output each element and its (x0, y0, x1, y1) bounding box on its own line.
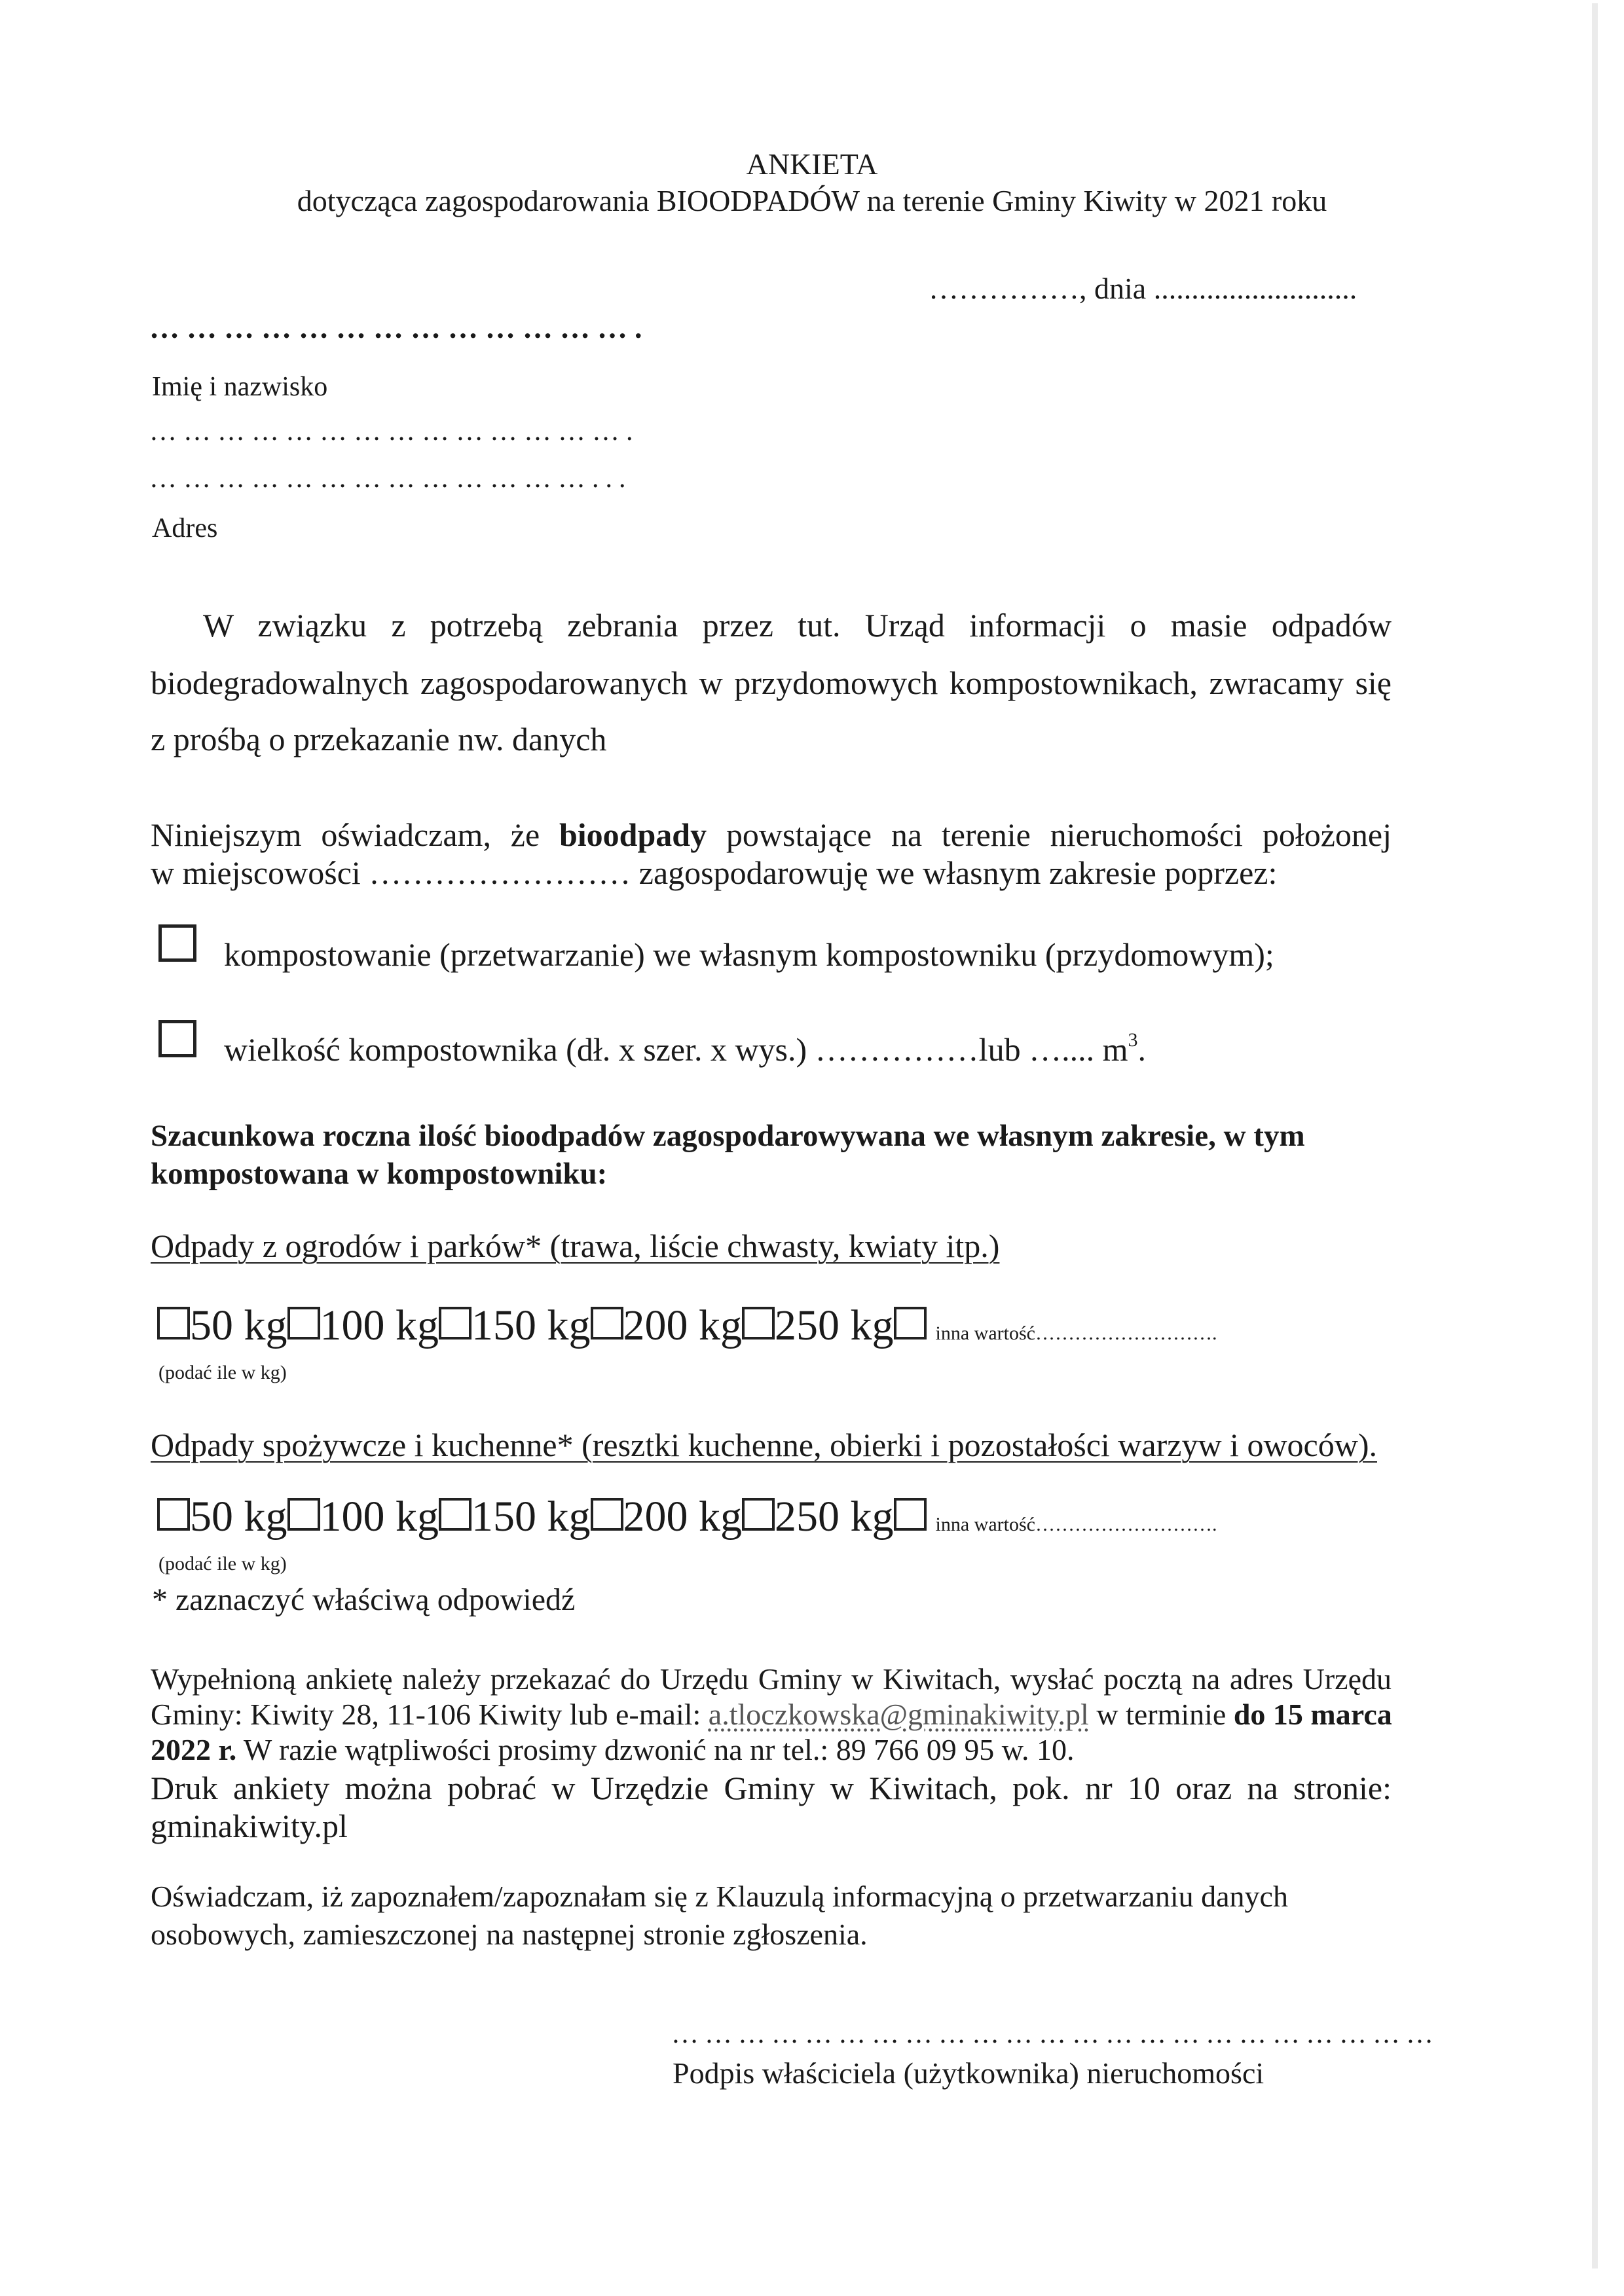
composter-volume-input[interactable]: ….... (1029, 1031, 1095, 1068)
option-200kg: 200 kg (623, 1493, 742, 1540)
checkbox-kitchen-250[interactable] (742, 1498, 775, 1531)
option-50kg: 50 kg (190, 1302, 287, 1349)
option-50kg: 50 kg (190, 1493, 287, 1540)
garden-waste-options (157, 1304, 1217, 1347)
scanner-edge-strip (1592, 3, 1598, 2269)
signature-label: Podpis właściciela (użytkownika) nieruchomości (673, 2056, 1264, 2090)
footnote: * zaznaczyć właściwą odpowiedź (152, 1582, 576, 1617)
name-input-line[interactable]: …………………………………. (149, 311, 650, 344)
kitchen-waste-options (157, 1495, 1217, 1539)
checkbox-kitchen-150[interactable] (439, 1498, 471, 1531)
volume-unit-exponent: 3 (1128, 1029, 1138, 1051)
phone-info: W razie wątpliwości prosimy dzwonić na nr tel.: 89 766 09 95 w. 10. (243, 1733, 1075, 1766)
estimate-heading-line-2: kompostowana w kompostowniku: (151, 1157, 608, 1191)
locality-input-dots[interactable]: …………………… (369, 854, 631, 891)
place-date-field[interactable] (929, 274, 1357, 304)
name-label: Imię i nazwisko (152, 372, 328, 402)
option-100kg: 100 kg (320, 1493, 439, 1540)
deadline-date: do 15 marca (1233, 1698, 1392, 1731)
checkbox-kitchen-other[interactable] (894, 1498, 927, 1531)
checkbox-garden-150[interactable] (439, 1307, 471, 1339)
garden-waste-label: Odpady z ogrodów i parków* (trawa, liście chwasty, kwiaty itp.) (151, 1228, 1000, 1264)
estimate-heading-line-1: Szacunkowa roczna ilość bioodpadów zagospodarowywana we własnym zakresie, w tym (151, 1119, 1305, 1153)
checkbox-garden-250[interactable] (742, 1307, 775, 1339)
deadline-label: w terminie (1096, 1698, 1227, 1731)
submission-line-4: Druk ankiety można pobrać w Urzędzie Gminy w Kiwitach, pok. nr 10 oraz na stronie: (151, 1770, 1392, 1806)
composter-size-dims-input[interactable]: ……………lub (815, 1031, 1021, 1068)
garden-hint: (podać ile w kg) (158, 1362, 287, 1383)
consent-line-1: Oświadczam, iż zapoznałem/zapoznałam się z Klauzulą informacyjną o przetwarzaniu danych (151, 1880, 1288, 1913)
declaration-line-2 (151, 856, 1277, 889)
submission-line-2 (151, 1700, 1392, 1730)
option-150kg: 150 kg (471, 1493, 591, 1540)
checkbox-composter-size[interactable] (158, 1020, 196, 1057)
other-value-label: inna wartość (935, 1322, 1035, 1344)
option-size-line (224, 1029, 1146, 1068)
signature-input-line[interactable]: …………………………………………………………… (671, 2019, 1439, 2049)
kitchen-other-value-input[interactable]: ………………………. (1035, 1514, 1217, 1535)
checkbox-garden-100[interactable] (287, 1307, 320, 1339)
address-input-line-1[interactable]: ……………………………………. (149, 416, 640, 446)
period: . (1137, 1031, 1146, 1068)
submission-address: Gminy: Kiwity 28, 11-106 Kiwity lub e-mail: (151, 1698, 701, 1731)
address-input-line-2[interactable]: …………………………………... (149, 464, 633, 494)
option-100kg: 100 kg (320, 1302, 439, 1349)
option-250kg: 250 kg (775, 1302, 894, 1349)
option-250kg: 250 kg (775, 1493, 894, 1540)
address-label: Adres (152, 513, 218, 543)
checkbox-garden-50[interactable] (157, 1307, 190, 1339)
date-label: dnia (1094, 272, 1147, 305)
checkbox-kitchen-100[interactable] (287, 1498, 320, 1531)
submission-line-3 (151, 1735, 1074, 1765)
intro-line-3: z prośbą o przekazanie nw. danych (151, 721, 607, 757)
declaration-text-b: powstające na terenie nieruchomości położonej (726, 816, 1392, 853)
intro-line-1: W związku z potrzebą zebrania przez tut. Urząd informacji o masie odpadów (203, 607, 1392, 644)
intro-line-2: biodegradowalnych zagospodarowanych w przydomowych kompostownikach, zwracamy się (151, 665, 1392, 701)
email-link[interactable]: a.tloczkowska@gminakiwity.pl (708, 1698, 1089, 1731)
composter-size-label: wielkość kompostownika (dł. x szer. x wys.) (224, 1031, 807, 1068)
checkbox-garden-other[interactable] (894, 1307, 927, 1339)
consent-line-2: osobowych, zamieszczonej na następnej stronie zgłoszenia. (151, 1918, 868, 1951)
kitchen-waste-label: Odpady spożywcze i kuchenne* (resztki kuchenne, obierki i pozostałości warzyw i owoców). (151, 1427, 1377, 1463)
other-value-label: inna wartość (935, 1514, 1035, 1535)
declaration-text-a: Niniejszym oświadczam, że (151, 816, 540, 853)
volume-unit: m (1102, 1031, 1128, 1068)
website: gminakiwity.pl (151, 1808, 348, 1844)
garden-other-value-input[interactable]: ………………………. (1035, 1322, 1217, 1344)
declaration-line-1 (151, 818, 1392, 851)
checkbox-garden-200[interactable] (591, 1307, 623, 1339)
place-dots: ……………, (929, 272, 1087, 305)
kitchen-hint: (podać ile w kg) (158, 1553, 287, 1575)
option-200kg: 200 kg (623, 1302, 742, 1349)
checkbox-composting[interactable] (158, 924, 196, 962)
declaration-text-c: zagospodarowuję we własnym zakresie poprzez: (638, 854, 1278, 891)
checkbox-kitchen-200[interactable] (591, 1498, 623, 1531)
locality-label: w miejscowości (151, 854, 361, 891)
deadline-year: 2022 r. (151, 1733, 237, 1766)
date-dots: ........................... (1153, 272, 1357, 305)
submission-line-1: Wypełnioną ankietę należy przekazać do Urzędu Gminy w Kiwitach, wysłać pocztą na adres Urzędu (151, 1662, 1392, 1696)
declaration-bold-term: bioodpady (559, 816, 707, 853)
checkbox-kitchen-50[interactable] (157, 1498, 190, 1531)
option-150kg: 150 kg (471, 1302, 591, 1349)
form-title: ANKIETA (746, 147, 878, 181)
option-composting-label: kompostowanie (przetwarzanie) we własnym kompostowniku (przydomowym); (224, 936, 1274, 973)
form-subtitle: dotycząca zagospodarowania BIOODPADÓW na terenie Gminy Kiwity w 2021 roku (297, 184, 1327, 217)
